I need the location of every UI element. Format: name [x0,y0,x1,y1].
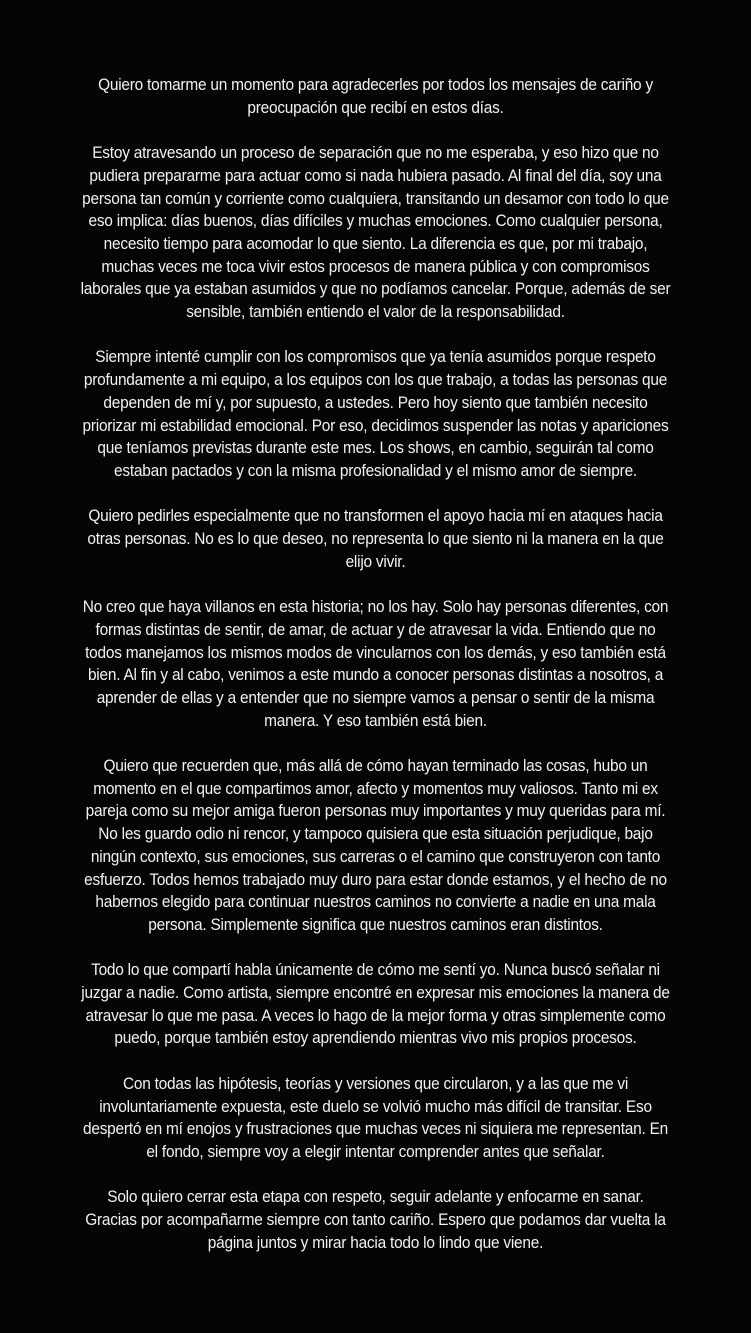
statement-paragraph: Siempre intenté cumplir con los compromisos que ya tenía asumidos porque respeto profundamente a mi equipo, a los equipos con los que trabajo, a todas las personas que dependen de mí y, por supuesto, a ustedes. Pero hoy siento que también necesito priorizar mi estabilidad emocional. Por eso, decidimos suspender las notas y apariciones que teníamos previstas durante este mes. Los shows, en cambio, seguirán tal como estaban pactados y con la misma profesionalidad y el mismo amor de siempre. [82,347,669,480]
statement-paragraph: Todo lo que compartí habla únicamente de cómo me sentí yo. Nunca buscó señalar ni juzgar a nadie. Como artista, siempre encontré en expresar mis emociones la manera de atravesar lo que me pasa. A veces lo hago de la mejor forma y otras simplemente como puedo, porque también estoy aprendiendo mientras vivo mis propios procesos. [81,960,670,1048]
statement-paragraph: No creo que haya villanos en esta historia; no los hay. Solo hay personas diferentes, con formas distintas de sentir, de amar, de actuar y de atravesar la vida. Entiendo que no todos manejamos los mismos modos de vincularnos con los demás, y eso también está bien. Al fin y al cabo, venimos a este mundo a conocer personas distintas a nosotros, a aprender de ellas y a entender que no siempre vamos a pensar o sentir de la misma manera. Y eso también está bien. [82,597,669,730]
statement-paragraph: Con todas las hipótesis, teorías y versiones que circularon, y a las que me vi involuntariamente expuesta, este duelo se volvió mucho más difícil de transitar. Eso despertó en mí enojos y frustraciones que muchas veces ni siquiera me representan. En el fondo, siempre voy a elegir intentar comprender antes que señalar. [83,1073,668,1161]
statement-paragraph: Estoy atravesando un proceso de separación que no me esperaba, y eso hizo que no pudiera prepararme para actuar como si nada hubiera pasado. Al final del día, soy una persona tan común y corriente como cualquiera, transitando un desamor con todo lo que eso implica: días buenos, días difíciles y muchas emociones. Como cualquier persona, necesito tiempo para acomodar lo que siento. La diferencia es que, por mi trabajo, muchas veces me toca vivir estos procesos de manera pública y con compromisos laborales que ya estaban asumidos y que no podíamos cancelar. Porque, además de ser sensible, también entiendo el valor de la responsabilidad. [80,143,671,322]
statement-text [80,74,671,1254]
statement-paragraph: Quiero tomarme un momento para agradecerles por todos los mensajes de cariño y preocupación que recibí en estos días. [98,75,653,117]
statement-paragraph: Quiero pedirles especialmente que no transformen el apoyo hacia mí en ataques hacia otras personas. No es lo que deseo, no representa lo que siento ni la manera en la que elijo vivir. [87,506,664,571]
statement-paragraph: Solo quiero cerrar esta etapa con respeto, seguir adelante y enfocarme en sanar. Gracias por acompañarme siempre con tanto cariño. Espero que podamos dar vuelta la página juntos y mirar hacia todo lo lindo que viene. [85,1187,666,1252]
statement-paragraph: Quiero que recuerden que, más allá de cómo hayan terminado las cosas, hubo un momento en el que compartimos amor, afecto y momentos muy valiosos. Tanto mi ex pareja como su mejor amiga fueron personas muy importantes y muy queridas para mí. No les guardo odio ni rencor, y tampoco quisiera que esta situación perjudique, bajo ningún contexto, sus emociones, sus carreras o el camino que construyeron con tanto esfuerzo. Todos hemos trabajado muy duro para estar donde estamos, y el hecho de no habernos elegido para continuar nuestros caminos no convierte a nadie en una mala persona. Simplemente significa que nuestros caminos eran distintos. [84,756,667,934]
